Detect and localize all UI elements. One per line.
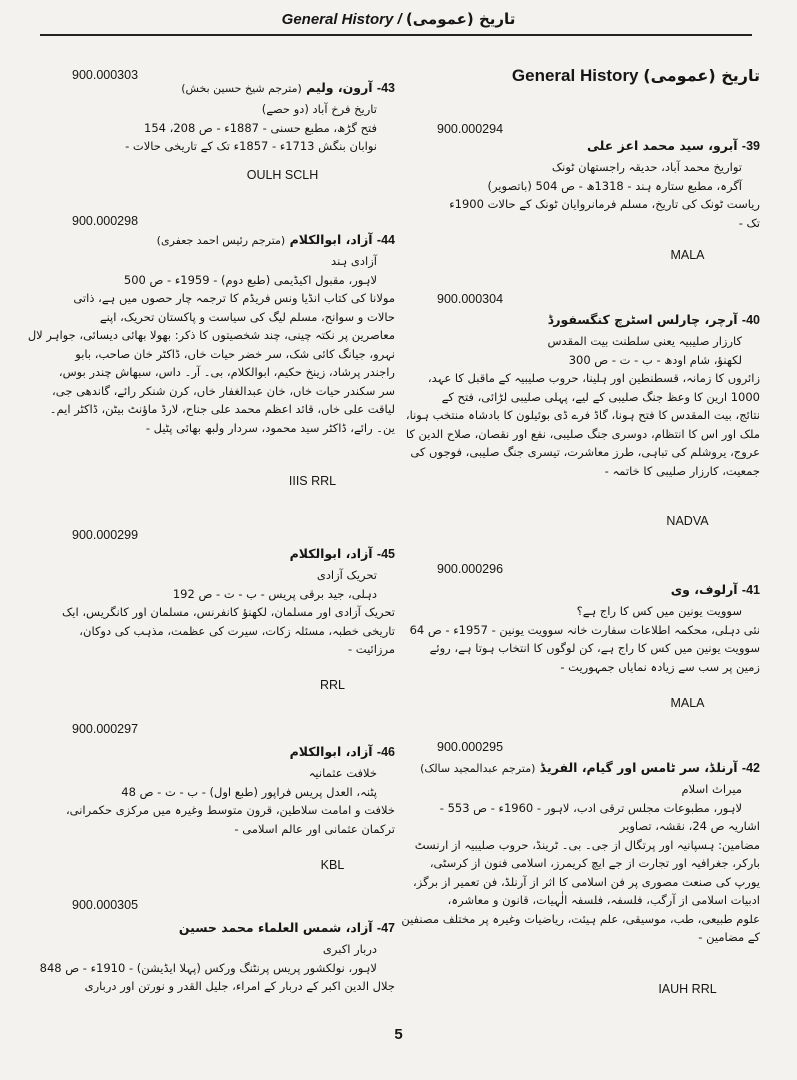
entry-line: کارزار صلیبیہ یعنی سلطنت بیت المقدس — [547, 334, 742, 348]
entry-code: 900.000304 — [437, 292, 504, 306]
section-title-en: General History — [511, 66, 639, 85]
entry-details — [401, 780, 760, 947]
entry-line: تاریخی خطبہ، مسئلہ زکات، سیرت کی عظمت، مذہب کی دوکان، — [79, 623, 395, 638]
entry-line: ملک اور اس کا انتظام، دوسری جنگ صلیبی، نفع اور نقصان، صلاح الدین کا — [405, 426, 760, 441]
entry-library: MALA — [670, 696, 705, 710]
entry-line: سر سکندر حیات خاں، خان عبدالغفار خاں، کرن شنکر رائے، گاندھی جی، — [52, 383, 395, 398]
entry-heading — [290, 744, 395, 759]
entry-line: لاہور، مقبول اکیڈیمی (طبع دوم) - 1959ء - ص 500 — [123, 272, 377, 287]
entry-library: RRL — [319, 678, 345, 692]
entry-line: اشاریہ ص 24، نقشہ، تصاویر — [619, 819, 760, 833]
entry-translator: (مترجم رئیس احمد جعفری) — [156, 234, 286, 247]
entry-number: 46- — [376, 745, 395, 759]
section-title — [512, 66, 760, 86]
entry-heading — [179, 920, 395, 935]
entry-line: تواریخ محمد آباد، حدیقہ راجستھان ٹونک — [551, 160, 742, 174]
entry-code: 900.000299 — [72, 528, 139, 542]
entry-line: جلال الدین اکبر کے دربار کے امراء، جلیل القدر و نورتن اور درباری — [84, 979, 395, 993]
entry-line: معاصرین پر نکتہ چینی، چند شخصیتوں کا ذکر: بھولا بھائی دیسائی، جواہر لال — [27, 328, 395, 342]
entry-code: 900.000298 — [72, 214, 139, 228]
entry-line: عروج، یروشلم کی تباہی، طرز معاشرت، تیسری جنگ صلیبی، فوجوں کی — [410, 445, 760, 459]
entry-line: تحریک آزادی — [316, 568, 377, 582]
entry-line: حالات و سوانح، مسلم لیگ کی سیاست و پاکستان تحریک، اپنے — [99, 309, 395, 324]
entry-line: پٹنہ، العدل پریس فراپور (طبع اول) - ب - ت - ص 48 — [121, 784, 377, 799]
entry-line: نہرو، جیانگ کائی شک، سر خضر حیات خاں، ڈاکٹر خان صاحب، بابو — [75, 346, 395, 361]
header-rule — [40, 34, 752, 36]
entry-line: ین۔ رائے، ڈاکٹر سید محمود، سردار ولبھ بھائی پٹیل - — [145, 420, 395, 435]
entry-line: مرزائیت - — [347, 642, 395, 656]
entry-heading — [157, 232, 395, 247]
section-title-ur: تاریخ (عمومی) — [643, 66, 760, 85]
entry-line: بارکر، جغرافیہ اور تجارت از جے ایچ کریمرز، اسلامی فنون از کرسٹی، — [429, 856, 760, 870]
entry-library: MALA — [670, 248, 705, 262]
entry-code: 900.000297 — [72, 722, 139, 736]
entry-line: 1000 ارین کا وعظ جنگ صلیبی کے لیے، پہلی صلیبی لڑائی، فتح کے — [441, 389, 760, 404]
entry-library: IIIS RRL — [288, 474, 337, 488]
entry-number: 43- — [376, 81, 395, 95]
entry-line: تاریخ فرخ آباد (دو حصے) — [261, 102, 377, 116]
entry-heading — [181, 80, 395, 95]
entry-author: آرچر، چارلس اسٹرچ کنگسفورڈ — [547, 312, 738, 327]
entry-line: دہلی، جید برقی پریس - ب - ت - ص 192 — [172, 586, 377, 601]
entry-code: 900.000305 — [72, 898, 139, 912]
entry-line: زائروں کا زمانہ، قسطنطین اور ہلینا، حروب صلیبیہ کے ماقبل کا عہد، — [427, 371, 760, 385]
entry-details — [406, 332, 760, 480]
entry-details — [125, 100, 377, 156]
entry-author: آرلوف، وی — [670, 582, 738, 597]
entry-number: 42- — [741, 761, 760, 775]
entry-line: ترکمان عثمانی اور عالم اسلامی - — [234, 821, 395, 836]
entry-line: کے مضامین - — [698, 930, 760, 944]
entry-author: آزاد، ابوالکلام — [289, 744, 373, 759]
entry-line: آگرہ، مطبع ستارہ ہند - 1318ھ - ص 504 (باتصویر) — [487, 178, 742, 193]
entry-details — [62, 566, 395, 659]
entry-line: مولانا کی کتاب انڈیا ونس فریڈم کا ترجمہ چار حصوں میں ہے، ذاتی — [73, 291, 395, 305]
entry-code: 900.000294 — [437, 122, 504, 136]
entry-heading — [290, 546, 395, 561]
entry-line: نوابان بنگش 1713ء - 1857ء تک کے تاریخی حالات - — [125, 139, 377, 153]
entry-library: KBL — [320, 858, 345, 872]
entry-code: 900.000295 — [437, 740, 504, 754]
entry-line: تحریک آزادی اور مسلمان، لکھنؤ کانفرنس، مسلمان اور کانگریس، ایک — [61, 605, 395, 619]
page-number: 5 — [394, 1026, 403, 1043]
entry-code: 900.000296 — [437, 562, 504, 576]
entry-line: علوم طبیعی، طب، موسیقی، علم ہیئت، ریاضیات وغیرہ پر مختلف مصنفین — [401, 911, 760, 926]
entry-author: آبرو، سید محمد اعز علی — [587, 138, 738, 153]
entry-library: IAUH RRL — [658, 982, 717, 996]
entry-number: 45- — [376, 547, 395, 561]
entry-number: 39- — [741, 139, 760, 153]
entry-code: 900.000303 — [72, 68, 139, 82]
entry-number: 41- — [741, 583, 760, 597]
entry-line: خلافت و امامت سلاطین، قرون متوسط وغیرہ میں مرکزی حکمرانی، — [65, 803, 395, 817]
entry-line: ریاست ٹونک کی تاریخ، مسلم فرمانروایان ٹونک کے حالات 1900ء — [449, 197, 760, 211]
entry-line: یورپ کی صنعت مصوری پر فن اسلامی کا اثر از آرنلڈ، فن تعمیر از برگز، — [413, 874, 760, 889]
entry-line: سوویت یونین میں کس کا راج ہے، کن لوگوں کا انتخاب ہوتا ہے، روئے — [429, 641, 760, 655]
entry-line: مضامین: ہسپانیہ اور پرتگال از جی۔ بی۔ ٹرینڈ، حروب صلیبیہ از ارنسٹ — [414, 837, 760, 852]
entry-heading — [587, 138, 760, 153]
entry-details — [449, 158, 760, 232]
entry-line: لکھنؤ، شام اودھ - ب - ت - ص 300 — [568, 352, 742, 367]
entry-author: آزاد، ابوالکلام — [289, 546, 373, 561]
entry-line: لاہور، مطبوعات مجلس ترقی ادب، لاہور - 1960ء - ص 553 - — [439, 800, 742, 815]
entry-library: NADVA — [666, 514, 709, 528]
entry-line: جمعیت، کارزار صلیبی کا خاتمہ - — [604, 463, 760, 478]
entry-number: 40- — [741, 313, 760, 327]
entry-details — [28, 252, 395, 437]
entry-details — [66, 764, 395, 838]
entry-line: لاہور، نولکشور پریس پرنٹنگ ورکس (پہلا ایڈیشن) - 1910ء - ص 848 — [39, 960, 377, 975]
entry-line: خلافت عثمانیہ — [308, 766, 377, 780]
entry-line: سوویت یونین میں کس کا راج ہے؟ — [576, 604, 742, 618]
entry-number: 44- — [376, 233, 395, 247]
entry-library: OULH SCLH — [246, 168, 319, 182]
entry-translator: (مترجم عبدالمجید سالک) — [420, 762, 536, 775]
entry-line: زمین پر سب سے زیادہ نمایاں جمہوریت - — [560, 659, 760, 674]
entry-line: میراث اسلام — [681, 782, 742, 796]
entry-line: راجندر پرشاد، زینخ حکیم، ابوالکلام، بی۔ آر۔ داس، سبھاش چندر بوس، — [58, 365, 395, 379]
entry-author: آزاد، شمس العلماء محمد حسین — [178, 920, 373, 935]
entry-author: آرون، ولیم — [306, 80, 373, 95]
running-head-ur: تاریخ (عمومی) — [405, 10, 516, 28]
entry-author: آزاد، ابوالکلام — [289, 232, 373, 247]
entry-heading — [671, 582, 760, 597]
entry-line: آزادی ہند — [331, 254, 377, 268]
entry-translator: (مترجم شیخ حسین بخش) — [181, 82, 302, 95]
entry-line: فتح گڑھ، مطبع حسنی - 1887ء - ص 208، 154 — [144, 120, 377, 135]
entry-details — [40, 940, 395, 996]
entry-heading — [548, 312, 760, 327]
entry-line: نئی دہلی، محکمہ اطلاعات سفارت خانہ سوویت یونین - 1957ء - ص 64 — [409, 622, 760, 637]
running-head — [0, 10, 797, 28]
entry-line: لیاقت علی خاں، قائد اعظم محمد علی جناح، لارڈ ماؤنٹ بیٹن، ڈاکٹر ایم۔ — [49, 402, 395, 416]
entry-line: ادبیات اسلامی از آرگب، فلسفہ، فلسفہ الٰہیات، قانون و معاشرہ، — [447, 893, 760, 907]
entry-details — [410, 602, 760, 676]
entry-number: 47- — [376, 921, 395, 935]
entry-line: نتائج، بیت المقدس کا فتح ہونا، گاڈ فرے ڈی بوئیلون کا بادشاہ منتخب ہونا، — [405, 408, 760, 422]
running-head-en: General History / — [281, 11, 402, 28]
entry-line: تک - — [738, 215, 760, 230]
entry-line: دربار اکبری — [322, 942, 377, 956]
entry-heading — [420, 760, 760, 775]
entry-author: آرنلڈ، سر ٹامس اور گیام، الفریڈ — [539, 760, 738, 775]
